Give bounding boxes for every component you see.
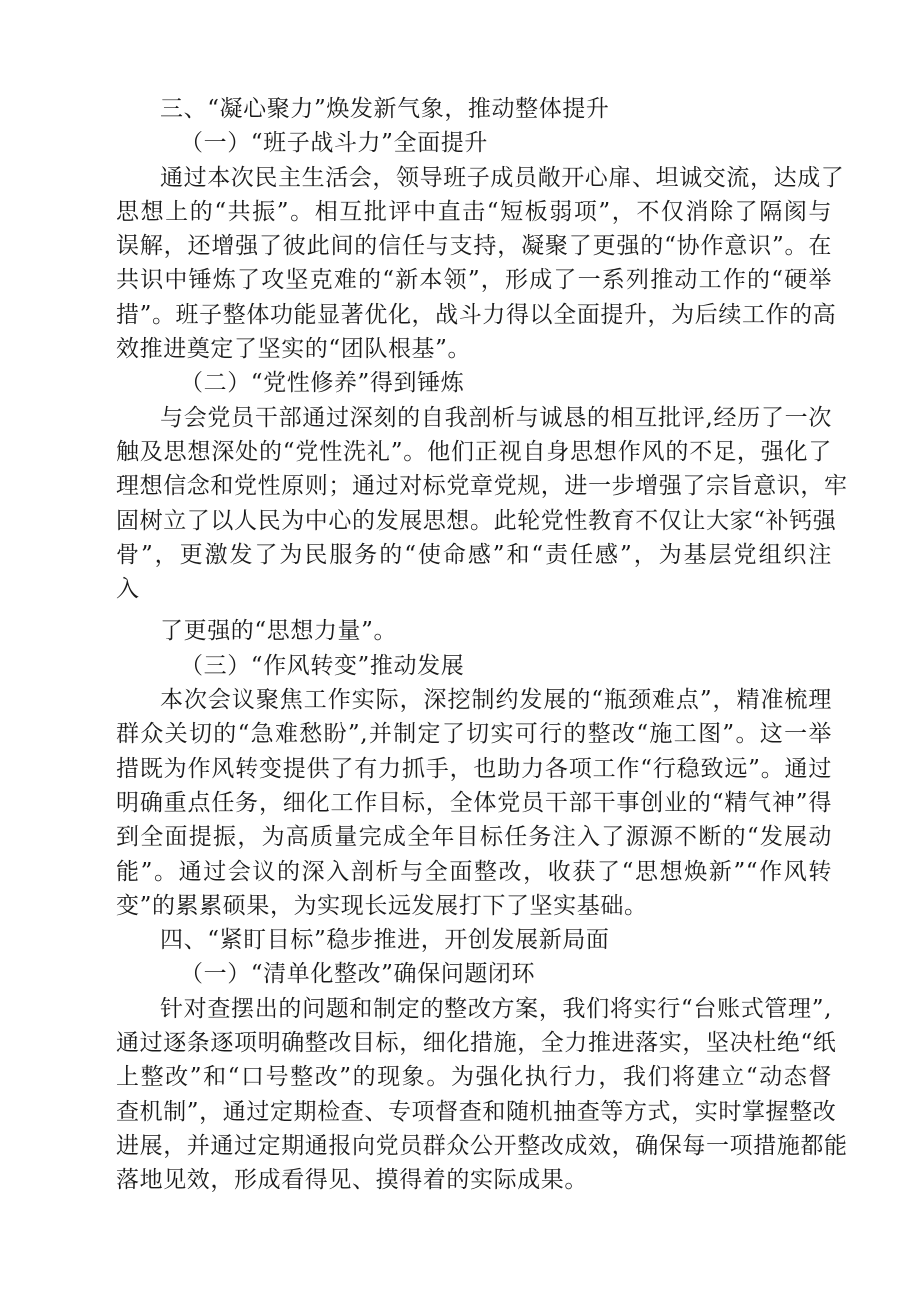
paragraph-line: 落地见效，形成看得见、摸得着的实际成果。 xyxy=(116,1167,588,1194)
heading-text: （三）“作风转变”推动发展 xyxy=(180,652,465,679)
heading-text: （一）“班子战斗力”全面提升 xyxy=(180,130,488,157)
paragraph-line: 针对查摆出的问题和制定的整改方案，我们将实行“台账式管理”, xyxy=(160,995,832,1022)
paragraph-line: 与会党员干部通过深刻的自我剖析与诚恳的相互批评,经历了一次 xyxy=(160,404,832,431)
heading-text: （二）“党性修养”得到锤炼 xyxy=(180,370,465,397)
paragraph-party-spirit xyxy=(116,401,848,607)
paragraph-line: 措既为作风转变提供了有力抓手，也助力各项工作“行稳致远”。通过 xyxy=(116,755,832,782)
paragraph-line: 理想信念和党性原则；通过对标党章党规，进一步增强了宗旨意识，牢 xyxy=(116,473,848,500)
subheading-3-1 xyxy=(116,126,832,160)
paragraph-team-strength xyxy=(116,161,845,367)
paragraph-line: 骨”，更激发了为民服务的“使命感”和“责任感”，为基层党组织注 xyxy=(116,541,832,568)
section-heading-4 xyxy=(116,923,832,957)
paragraph-line: 效推进奠定了坚实的“团队根基”。 xyxy=(116,336,472,363)
paragraph-continuation xyxy=(116,614,832,648)
paragraph-line: 查机制”，通过定期检查、专项督查和随机抽查等方式，实时掌握整改 xyxy=(116,1098,837,1125)
heading-text: 三、“凝心聚力”焕发新气象，推动整体提升 xyxy=(160,96,610,122)
paragraph-line: 措”。班子整体功能显著优化，战斗力得以全面提升，为后续工作的高 xyxy=(116,301,837,328)
paragraph-line: 变”的累累硕果，为实现长远发展打下了坚实基础。 xyxy=(116,892,648,919)
paragraph-line: 入 xyxy=(116,576,140,603)
heading-text: 四、“紧盯目标”稳步推进，开创发展新局面 xyxy=(160,927,610,954)
section-heading-3 xyxy=(116,92,832,126)
paragraph-line: 通过逐条逐项明确整改目标，细化措施，全力推进落实，坚决杜绝“纸 xyxy=(116,1030,837,1057)
document-page xyxy=(116,92,848,1198)
heading-text: （一）“清单化整改”确保问题闭环 xyxy=(180,961,536,988)
paragraph-line: 到全面提振，为高质量完成全年目标任务注入了源源不断的“发展动 xyxy=(116,824,832,851)
paragraph-work-style xyxy=(116,683,832,923)
paragraph-line: 思想上的“共振”。相互批评中直击“短板弱项”，不仅消除了隔阂与 xyxy=(116,198,832,225)
subheading-3-2 xyxy=(116,366,832,400)
paragraph-line: 群众关切的“急难愁盼”,并制定了切实可行的整改“施工图”。这一举 xyxy=(116,721,832,748)
paragraph-line: 误解，还增强了彼此间的信任与支持，凝聚了更强的“协作意识”。在 xyxy=(116,233,832,260)
subheading-4-1 xyxy=(116,957,832,991)
paragraph-line: 明确重点任务，细化工作目标，全体党员干部干事创业的“精气神”得 xyxy=(116,789,832,816)
paragraph-gap xyxy=(116,606,832,614)
paragraph-rectification xyxy=(116,992,848,1198)
paragraph-line: 能”。通过会议的深入剖析与全面整改，收获了“思想焕新”“作风转 xyxy=(116,858,832,885)
paragraph-line: 通过本次民主生活会，领导班子成员敞开心扉、坦诚交流，达成了 xyxy=(160,164,845,191)
paragraph-line: 进展，并通过定期通报向党员群众公开整改成效，确保每一项措施都能 xyxy=(116,1132,848,1159)
paragraph-line: 固树立了以人民为中心的发展思想。此轮党性教育不仅让大家“补钙强 xyxy=(116,507,837,534)
paragraph-line: 本次会议聚焦工作实际，深挖制约发展的“瓶颈难点”，精准梳理 xyxy=(160,687,832,714)
paragraph-line: 触及思想深处的“党性洗礼”。他们正视自身思想作风的不足，强化了 xyxy=(116,438,832,465)
paragraph-line: 共识中锤炼了攻坚克难的“新本领”，形成了一系列推动工作的“硬举 xyxy=(116,267,832,294)
paragraph-line: 了更强的“思想力量”。 xyxy=(160,618,398,645)
subheading-3-3 xyxy=(116,649,832,683)
paragraph-line: 上整改”和“口号整改”的现象。为强化执行力，我们将建立“动态督 xyxy=(116,1064,832,1091)
